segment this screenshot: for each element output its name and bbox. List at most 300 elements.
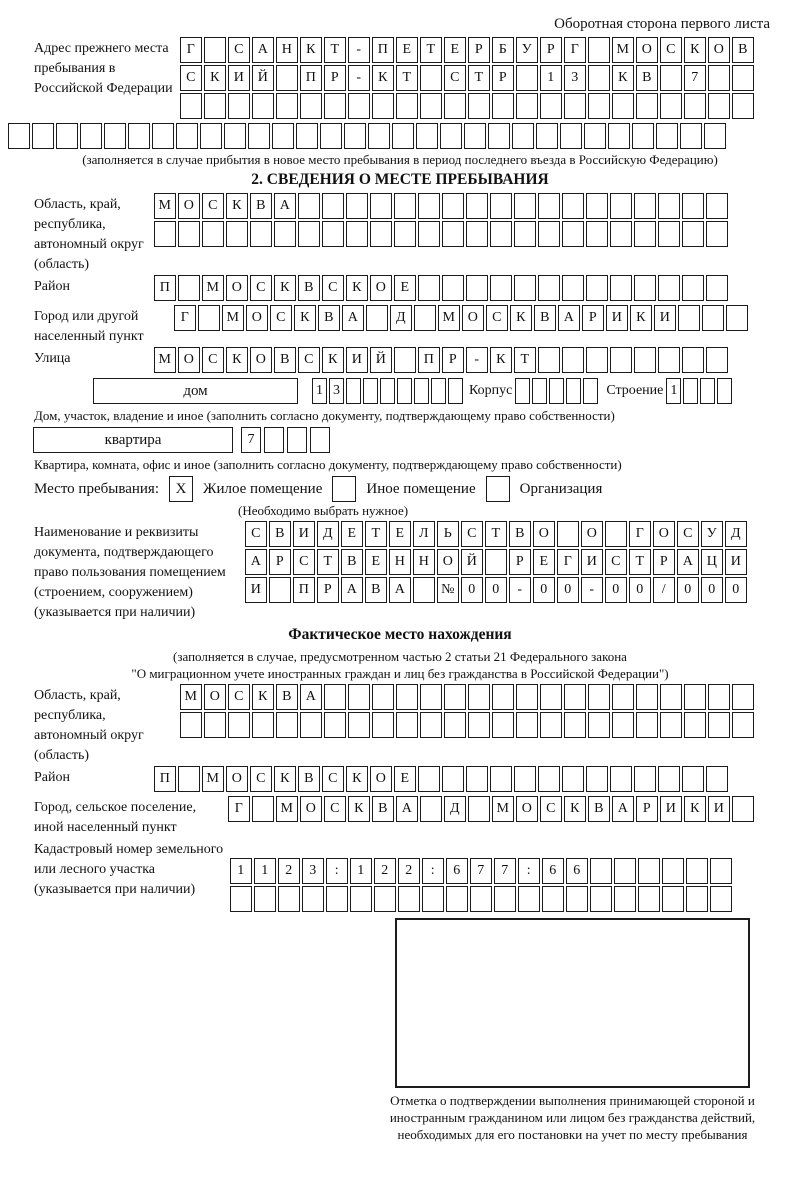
char-box[interactable] — [250, 221, 272, 247]
char-box[interactable] — [726, 305, 748, 331]
char-box[interactable]: 6 — [446, 858, 468, 884]
char-box[interactable]: Р — [492, 65, 514, 91]
char-box[interactable] — [302, 886, 324, 912]
char-box[interactable] — [538, 193, 560, 219]
char-box[interactable] — [732, 796, 754, 822]
char-box[interactable] — [466, 275, 488, 301]
char-box[interactable] — [300, 93, 322, 119]
char-box[interactable] — [442, 193, 464, 219]
char-box[interactable]: - — [348, 37, 370, 63]
char-box[interactable] — [372, 712, 394, 738]
char-box[interactable] — [518, 886, 540, 912]
char-box[interactable] — [444, 684, 466, 710]
char-box[interactable] — [514, 275, 536, 301]
char-box[interactable] — [515, 378, 530, 404]
char-box[interactable]: Т — [629, 549, 651, 575]
char-box[interactable]: Г — [564, 37, 586, 63]
char-box[interactable] — [492, 684, 514, 710]
char-box[interactable] — [700, 378, 715, 404]
char-box[interactable] — [494, 886, 516, 912]
char-box[interactable] — [56, 123, 78, 149]
char-box[interactable]: О — [636, 37, 658, 63]
char-box[interactable] — [732, 93, 754, 119]
char-box[interactable] — [686, 858, 708, 884]
char-box[interactable] — [420, 796, 442, 822]
char-box[interactable]: С — [202, 347, 224, 373]
char-box[interactable] — [442, 221, 464, 247]
char-box[interactable] — [180, 712, 202, 738]
char-box[interactable]: С — [540, 796, 562, 822]
char-box[interactable]: М — [276, 796, 298, 822]
char-box[interactable]: М — [438, 305, 460, 331]
char-box[interactable]: Й — [252, 65, 274, 91]
char-box[interactable] — [682, 275, 704, 301]
char-box[interactable]: Е — [533, 549, 555, 575]
char-box[interactable] — [442, 766, 464, 792]
char-box[interactable]: Б — [492, 37, 514, 63]
char-box[interactable]: Ь — [437, 521, 459, 547]
char-box[interactable] — [706, 766, 728, 792]
char-box[interactable]: П — [372, 37, 394, 63]
char-box[interactable] — [414, 305, 436, 331]
char-box[interactable]: Г — [629, 521, 651, 547]
char-box[interactable] — [636, 712, 658, 738]
char-box[interactable] — [444, 712, 466, 738]
char-box[interactable] — [420, 684, 442, 710]
char-box[interactable]: К — [684, 37, 706, 63]
char-box[interactable]: О — [300, 796, 322, 822]
char-box[interactable] — [470, 886, 492, 912]
char-box[interactable] — [514, 766, 536, 792]
char-box[interactable] — [702, 305, 724, 331]
char-box[interactable]: Е — [394, 275, 416, 301]
char-box[interactable] — [706, 193, 728, 219]
char-box[interactable] — [732, 712, 754, 738]
char-box[interactable] — [420, 712, 442, 738]
char-box[interactable] — [588, 684, 610, 710]
char-box[interactable]: П — [293, 577, 315, 603]
char-box[interactable]: Т — [485, 521, 507, 547]
char-box[interactable] — [348, 684, 370, 710]
char-box[interactable]: К — [510, 305, 532, 331]
char-box[interactable]: Р — [468, 37, 490, 63]
char-box[interactable]: О — [370, 275, 392, 301]
char-box[interactable] — [178, 221, 200, 247]
residential-checkbox[interactable]: X — [169, 476, 193, 502]
char-box[interactable] — [584, 123, 606, 149]
char-box[interactable] — [562, 221, 584, 247]
char-box[interactable] — [564, 712, 586, 738]
char-box[interactable]: А — [274, 193, 296, 219]
char-box[interactable] — [717, 378, 732, 404]
char-box[interactable] — [706, 275, 728, 301]
char-box[interactable] — [588, 712, 610, 738]
char-box[interactable]: К — [204, 65, 226, 91]
char-box[interactable] — [662, 858, 684, 884]
char-box[interactable]: М — [180, 684, 202, 710]
char-box[interactable] — [612, 93, 634, 119]
char-box[interactable] — [104, 123, 126, 149]
char-box[interactable] — [394, 193, 416, 219]
char-box[interactable] — [562, 766, 584, 792]
char-box[interactable] — [272, 123, 294, 149]
char-box[interactable]: Е — [365, 549, 387, 575]
char-box[interactable] — [310, 427, 330, 453]
char-box[interactable]: М — [202, 275, 224, 301]
char-box[interactable] — [538, 347, 560, 373]
char-box[interactable] — [684, 712, 706, 738]
char-box[interactable]: К — [226, 193, 248, 219]
char-box[interactable]: О — [204, 684, 226, 710]
char-box[interactable] — [396, 684, 418, 710]
char-box[interactable] — [418, 193, 440, 219]
char-box[interactable] — [344, 123, 366, 149]
char-box[interactable]: 6 — [542, 858, 564, 884]
char-box[interactable]: О — [653, 521, 675, 547]
char-box[interactable] — [252, 93, 274, 119]
char-box[interactable]: Н — [276, 37, 298, 63]
char-box[interactable]: - — [466, 347, 488, 373]
char-box[interactable] — [658, 766, 680, 792]
char-box[interactable]: О — [226, 766, 248, 792]
char-box[interactable]: П — [418, 347, 440, 373]
char-box[interactable]: С — [298, 347, 320, 373]
char-box[interactable] — [326, 886, 348, 912]
char-box[interactable] — [684, 684, 706, 710]
char-box[interactable] — [538, 221, 560, 247]
char-box[interactable] — [614, 886, 636, 912]
char-box[interactable]: С — [202, 193, 224, 219]
char-box[interactable] — [516, 712, 538, 738]
confirmation-mark-box[interactable] — [395, 918, 750, 1088]
char-box[interactable] — [254, 886, 276, 912]
char-box[interactable] — [466, 766, 488, 792]
char-box[interactable] — [490, 221, 512, 247]
char-box[interactable]: 7 — [684, 65, 706, 91]
char-box[interactable]: К — [372, 65, 394, 91]
char-box[interactable]: 3 — [329, 378, 344, 404]
char-box[interactable] — [431, 378, 446, 404]
char-box[interactable]: В — [274, 347, 296, 373]
char-box[interactable]: О — [581, 521, 603, 547]
char-box[interactable]: Н — [413, 549, 435, 575]
char-box[interactable] — [610, 193, 632, 219]
char-box[interactable] — [394, 347, 416, 373]
char-box[interactable]: А — [396, 796, 418, 822]
char-box[interactable] — [536, 123, 558, 149]
char-box[interactable] — [588, 65, 610, 91]
char-box[interactable] — [178, 766, 200, 792]
char-box[interactable] — [230, 886, 252, 912]
char-box[interactable]: 1 — [230, 858, 252, 884]
char-box[interactable]: : — [326, 858, 348, 884]
char-box[interactable]: Й — [461, 549, 483, 575]
char-box[interactable]: В — [269, 521, 291, 547]
char-box[interactable] — [397, 378, 412, 404]
char-box[interactable] — [678, 305, 700, 331]
char-box[interactable] — [413, 577, 435, 603]
char-box[interactable]: 2 — [398, 858, 420, 884]
char-box[interactable]: В — [318, 305, 340, 331]
char-box[interactable]: Р — [509, 549, 531, 575]
char-box[interactable] — [684, 93, 706, 119]
char-box[interactable] — [562, 193, 584, 219]
char-box[interactable]: 1 — [666, 378, 681, 404]
char-box[interactable] — [298, 193, 320, 219]
char-box[interactable] — [680, 123, 702, 149]
char-box[interactable] — [464, 123, 486, 149]
char-box[interactable] — [380, 378, 395, 404]
char-box[interactable]: Е — [389, 521, 411, 547]
char-box[interactable]: У — [701, 521, 723, 547]
char-box[interactable]: Т — [365, 521, 387, 547]
char-box[interactable] — [485, 549, 507, 575]
char-box[interactable]: С — [444, 65, 466, 91]
char-box[interactable]: И — [725, 549, 747, 575]
char-box[interactable]: 6 — [566, 858, 588, 884]
char-box[interactable] — [444, 93, 466, 119]
char-box[interactable] — [490, 766, 512, 792]
char-box[interactable] — [296, 123, 318, 149]
char-box[interactable] — [660, 712, 682, 738]
char-box[interactable] — [468, 712, 490, 738]
char-box[interactable] — [562, 275, 584, 301]
char-box[interactable]: А — [341, 577, 363, 603]
char-box[interactable]: Е — [444, 37, 466, 63]
char-box[interactable] — [732, 65, 754, 91]
apartment-type-field[interactable]: квартира — [33, 427, 233, 453]
char-box[interactable] — [418, 766, 440, 792]
char-box[interactable]: П — [154, 275, 176, 301]
char-box[interactable]: 3 — [302, 858, 324, 884]
char-box[interactable] — [660, 65, 682, 91]
char-box[interactable] — [566, 886, 588, 912]
char-box[interactable]: С — [486, 305, 508, 331]
char-box[interactable] — [346, 378, 361, 404]
char-box[interactable] — [198, 305, 220, 331]
char-box[interactable] — [588, 37, 610, 63]
char-box[interactable]: С — [324, 796, 346, 822]
char-box[interactable]: 0 — [701, 577, 723, 603]
char-box[interactable]: К — [490, 347, 512, 373]
char-box[interactable] — [583, 378, 598, 404]
char-box[interactable]: 7 — [241, 427, 261, 453]
char-box[interactable]: Д — [390, 305, 412, 331]
char-box[interactable]: 7 — [470, 858, 492, 884]
char-box[interactable]: 1 — [312, 378, 327, 404]
char-box[interactable]: С — [228, 684, 250, 710]
char-box[interactable] — [610, 766, 632, 792]
char-box[interactable] — [278, 886, 300, 912]
char-box[interactable] — [660, 93, 682, 119]
char-box[interactable]: О — [708, 37, 730, 63]
char-box[interactable] — [538, 766, 560, 792]
char-box[interactable]: 1 — [350, 858, 372, 884]
char-box[interactable]: Г — [174, 305, 196, 331]
char-box[interactable]: К — [226, 347, 248, 373]
char-box[interactable]: 0 — [605, 577, 627, 603]
char-box[interactable] — [228, 712, 250, 738]
char-box[interactable] — [610, 275, 632, 301]
char-box[interactable]: Т — [317, 549, 339, 575]
char-box[interactable]: - — [509, 577, 531, 603]
char-box[interactable]: 0 — [677, 577, 699, 603]
char-box[interactable]: Р — [317, 577, 339, 603]
char-box[interactable]: В — [250, 193, 272, 219]
char-box[interactable]: 0 — [461, 577, 483, 603]
char-box[interactable]: В — [298, 766, 320, 792]
char-box[interactable]: П — [300, 65, 322, 91]
char-box[interactable]: Р — [442, 347, 464, 373]
char-box[interactable] — [398, 886, 420, 912]
char-box[interactable]: К — [346, 766, 368, 792]
char-box[interactable] — [636, 684, 658, 710]
char-box[interactable]: 7 — [494, 858, 516, 884]
char-box[interactable] — [590, 858, 612, 884]
char-box[interactable]: С — [677, 521, 699, 547]
char-box[interactable] — [366, 305, 388, 331]
char-box[interactable]: 2 — [374, 858, 396, 884]
house-type-field[interactable]: дом — [93, 378, 298, 404]
char-box[interactable]: О — [516, 796, 538, 822]
char-box[interactable] — [608, 123, 630, 149]
char-box[interactable] — [488, 123, 510, 149]
char-box[interactable] — [658, 347, 680, 373]
char-box[interactable]: С — [250, 275, 272, 301]
char-box[interactable]: О — [178, 193, 200, 219]
char-box[interactable] — [394, 221, 416, 247]
char-box[interactable]: Г — [180, 37, 202, 63]
char-box[interactable] — [440, 123, 462, 149]
char-box[interactable]: О — [246, 305, 268, 331]
char-box[interactable]: И — [660, 796, 682, 822]
char-box[interactable] — [224, 123, 246, 149]
char-box[interactable] — [468, 796, 490, 822]
char-box[interactable] — [180, 93, 202, 119]
char-box[interactable] — [710, 886, 732, 912]
char-box[interactable] — [586, 347, 608, 373]
char-box[interactable] — [532, 378, 547, 404]
char-box[interactable]: С — [245, 521, 267, 547]
char-box[interactable]: О — [437, 549, 459, 575]
char-box[interactable] — [710, 858, 732, 884]
char-box[interactable] — [662, 886, 684, 912]
char-box[interactable]: О — [370, 766, 392, 792]
char-box[interactable]: К — [294, 305, 316, 331]
char-box[interactable]: Р — [540, 37, 562, 63]
char-box[interactable] — [492, 93, 514, 119]
char-box[interactable]: - — [348, 65, 370, 91]
char-box[interactable]: 0 — [533, 577, 555, 603]
char-box[interactable] — [557, 521, 579, 547]
char-box[interactable]: Т — [514, 347, 536, 373]
char-box[interactable] — [610, 347, 632, 373]
char-box[interactable]: К — [684, 796, 706, 822]
char-box[interactable] — [704, 123, 726, 149]
char-box[interactable]: В — [341, 549, 363, 575]
char-box[interactable] — [638, 886, 660, 912]
char-box[interactable] — [562, 347, 584, 373]
char-box[interactable]: С — [322, 766, 344, 792]
char-box[interactable] — [420, 93, 442, 119]
char-box[interactable]: У — [516, 37, 538, 63]
char-box[interactable]: О — [250, 347, 272, 373]
char-box[interactable]: И — [293, 521, 315, 547]
char-box[interactable] — [683, 378, 698, 404]
char-box[interactable] — [350, 886, 372, 912]
char-box[interactable] — [176, 123, 198, 149]
char-box[interactable]: К — [252, 684, 274, 710]
char-box[interactable]: С — [605, 549, 627, 575]
char-box[interactable]: С — [322, 275, 344, 301]
char-box[interactable]: № — [437, 577, 459, 603]
char-box[interactable]: А — [389, 577, 411, 603]
char-box[interactable]: М — [154, 347, 176, 373]
char-box[interactable] — [634, 347, 656, 373]
char-box[interactable] — [538, 275, 560, 301]
char-box[interactable]: М — [222, 305, 244, 331]
char-box[interactable] — [370, 193, 392, 219]
char-box[interactable] — [708, 93, 730, 119]
char-box[interactable] — [490, 275, 512, 301]
char-box[interactable] — [566, 378, 581, 404]
char-box[interactable] — [348, 93, 370, 119]
char-box[interactable] — [320, 123, 342, 149]
char-box[interactable] — [416, 123, 438, 149]
char-box[interactable]: И — [708, 796, 730, 822]
char-box[interactable]: А — [252, 37, 274, 63]
char-box[interactable] — [466, 221, 488, 247]
char-box[interactable] — [128, 123, 150, 149]
char-box[interactable] — [516, 684, 538, 710]
char-box[interactable] — [682, 347, 704, 373]
char-box[interactable] — [152, 123, 174, 149]
char-box[interactable] — [418, 275, 440, 301]
char-box[interactable] — [154, 221, 176, 247]
organization-checkbox[interactable] — [486, 476, 510, 502]
char-box[interactable] — [204, 712, 226, 738]
char-box[interactable] — [228, 93, 250, 119]
char-box[interactable] — [396, 712, 418, 738]
char-box[interactable]: К — [300, 37, 322, 63]
char-box[interactable]: Р — [636, 796, 658, 822]
char-box[interactable] — [612, 684, 634, 710]
char-box[interactable]: Е — [341, 521, 363, 547]
char-box[interactable] — [586, 275, 608, 301]
char-box[interactable] — [564, 93, 586, 119]
char-box[interactable]: И — [606, 305, 628, 331]
char-box[interactable]: С — [660, 37, 682, 63]
char-box[interactable]: В — [298, 275, 320, 301]
char-box[interactable]: И — [228, 65, 250, 91]
char-box[interactable] — [560, 123, 582, 149]
char-box[interactable] — [346, 193, 368, 219]
char-box[interactable]: / — [653, 577, 675, 603]
char-box[interactable]: - — [581, 577, 603, 603]
char-box[interactable] — [200, 123, 222, 149]
char-box[interactable] — [80, 123, 102, 149]
char-box[interactable]: 0 — [557, 577, 579, 603]
char-box[interactable]: Ц — [701, 549, 723, 575]
char-box[interactable] — [634, 221, 656, 247]
char-box[interactable] — [396, 93, 418, 119]
char-box[interactable] — [549, 378, 564, 404]
char-box[interactable] — [276, 65, 298, 91]
char-box[interactable]: В — [509, 521, 531, 547]
char-box[interactable]: Т — [324, 37, 346, 63]
char-box[interactable]: А — [677, 549, 699, 575]
char-box[interactable] — [588, 93, 610, 119]
